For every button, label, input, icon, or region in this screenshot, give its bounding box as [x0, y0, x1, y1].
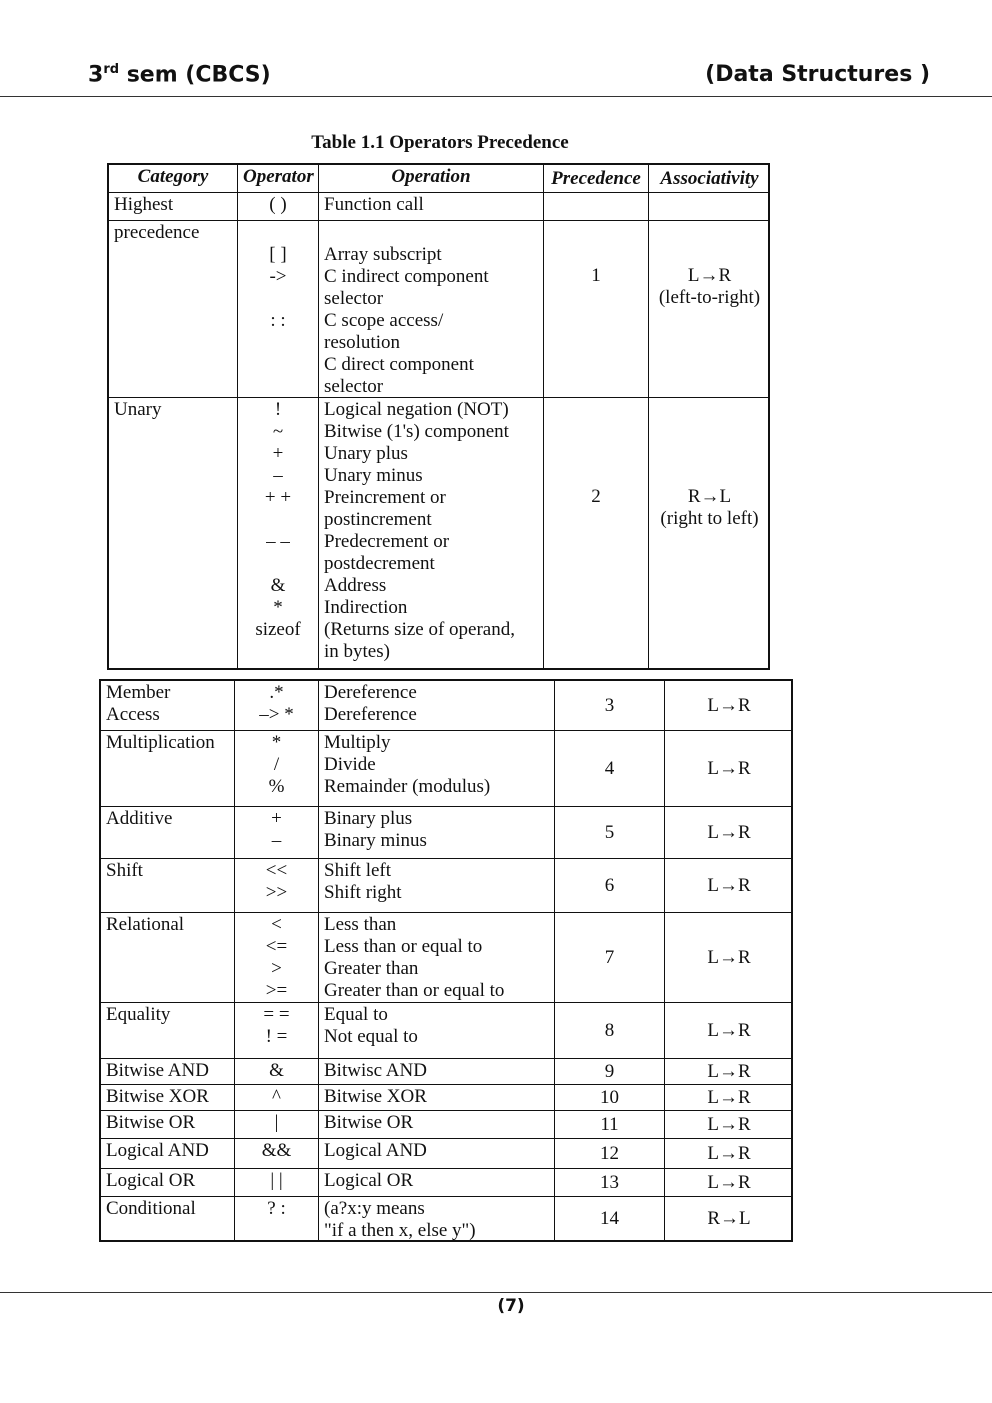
- associativity-cell: L→R: [664, 1085, 793, 1110]
- operator-cell: .* –> *: [234, 681, 318, 730]
- operator-cell: &: [234, 1059, 318, 1084]
- precedence-cell: 10: [554, 1085, 664, 1110]
- category-cell: Relational: [106, 914, 185, 935]
- associativity-cell: L→R: [664, 859, 793, 912]
- table-row: [101, 913, 791, 1003]
- precedence-cell: 13: [554, 1169, 664, 1196]
- table-row: [101, 1085, 791, 1111]
- precedence-cell: 4: [554, 731, 664, 806]
- header-subject: (Data Structures ): [705, 62, 930, 87]
- associativity-cell: L→R: [664, 1111, 793, 1138]
- category-cell: Logical AND: [106, 1140, 209, 1161]
- operator-cell: &&: [234, 1139, 318, 1168]
- table-row: [101, 1059, 791, 1085]
- associativity-cell: L→R: [664, 1003, 793, 1058]
- column-header-operator: Operator: [237, 165, 318, 192]
- table-row: [109, 193, 768, 221]
- operation-cell: Shift left Shift right: [318, 859, 554, 912]
- operator-cell: ! ~ + – + + – – & * sizeof: [237, 398, 318, 670]
- operation-cell: Bitwise XOR: [318, 1085, 554, 1110]
- associativity-cell: L→R (left-to-right): [648, 221, 770, 397]
- operator-cell: << >>: [234, 859, 318, 912]
- precedence-cell: 3: [554, 681, 664, 730]
- operation-cell: Array subscript C indirect component selector C scope access/ resolution C direct component selector: [318, 221, 543, 397]
- operation-cell: Bitwise OR: [318, 1111, 554, 1138]
- category-cell: Equality: [106, 1004, 171, 1025]
- associativity-cell: L→R: [664, 681, 793, 730]
- operator-cell: | |: [234, 1169, 318, 1196]
- operator-cell: ( ): [237, 193, 318, 220]
- operator-cell: ^: [234, 1085, 318, 1110]
- operator-cell: |: [234, 1111, 318, 1138]
- associativity-cell: L→R: [664, 731, 793, 806]
- associativity-cell: L→R: [664, 913, 793, 1002]
- operation-cell: Multiply Divide Remainder (modulus): [318, 731, 554, 806]
- operator-cell: < <= > >=: [234, 913, 318, 1002]
- associativity-cell: L→R: [664, 807, 793, 858]
- precedence-cell: 6: [554, 859, 664, 912]
- precedence-cell: 9: [554, 1059, 664, 1084]
- precedence-table-part-1: [107, 163, 770, 670]
- precedence-cell: 12: [554, 1139, 664, 1168]
- table-row: [101, 1139, 791, 1169]
- operator-cell: * / %: [234, 731, 318, 806]
- operation-cell: Function call: [318, 193, 543, 220]
- table-row: [109, 221, 768, 398]
- operation-cell: (a?x:y means "if a then x, else y"): [318, 1197, 554, 1241]
- table-row: [101, 1197, 791, 1241]
- category-cell: Logical OR: [106, 1170, 196, 1191]
- precedence-cell: 8: [554, 1003, 664, 1058]
- header-sem-number: 3: [88, 62, 104, 88]
- category-cell: Member Access: [106, 682, 171, 725]
- category-cell: Multiplication: [106, 732, 215, 753]
- table-row: [101, 1003, 791, 1059]
- category-cell: Conditional: [106, 1198, 196, 1219]
- operator-cell: + –: [234, 807, 318, 858]
- operation-cell: Dereference Dereference: [318, 681, 554, 730]
- category-cell: Highest: [114, 194, 174, 215]
- header-rule: [0, 96, 992, 97]
- operation-cell: Logical negation (NOT) Bitwise (1's) component Unary plus Unary minus Preincrement or postincrement Predecrement or postdecrement Address Indirection (Returns size of operand, in bytes): [318, 398, 543, 670]
- table-row: [101, 807, 791, 859]
- precedence-cell: 11: [554, 1111, 664, 1138]
- table-row: [101, 1169, 791, 1197]
- associativity-cell: L→R: [664, 1139, 793, 1168]
- column-header-precedence: Precedence: [543, 165, 648, 192]
- operator-cell: = = ! =: [234, 1003, 318, 1058]
- table-row: [101, 859, 791, 913]
- table-row: [101, 731, 791, 807]
- column-header-operation: Operation: [318, 165, 543, 192]
- associativity-cell: [648, 193, 770, 220]
- table-header-row: [109, 165, 768, 193]
- associativity-cell: L→R: [664, 1059, 793, 1084]
- operator-cell: [ ] -> : :: [237, 221, 318, 397]
- footer-rule: [0, 1292, 992, 1293]
- category-cell: Additive: [106, 808, 173, 829]
- operation-cell: Bitwisc AND: [318, 1059, 554, 1084]
- header-course: [88, 62, 271, 87]
- operator-cell: ? :: [234, 1197, 318, 1241]
- category-cell: precedence: [114, 222, 200, 243]
- category-cell: Bitwise OR: [106, 1112, 196, 1133]
- associativity-cell: R→L (right to left): [648, 398, 770, 670]
- precedence-cell: 1: [543, 221, 648, 397]
- precedence-cell: [543, 193, 648, 220]
- category-cell: Bitwise AND: [106, 1060, 209, 1081]
- precedence-cell: 5: [554, 807, 664, 858]
- precedence-cell: 7: [554, 913, 664, 1002]
- associativity-cell: L→R: [664, 1169, 793, 1196]
- precedence-cell: 2: [543, 398, 648, 670]
- associativity-cell: R→L: [664, 1197, 793, 1241]
- category-cell: Unary: [114, 399, 162, 420]
- column-header-category: Category: [137, 166, 209, 187]
- table-row: [101, 1111, 791, 1139]
- column-header-associativity: Associativity: [648, 165, 770, 192]
- precedence-cell: 14: [554, 1197, 664, 1241]
- operation-cell: Logical OR: [318, 1169, 554, 1196]
- category-cell: Bitwise XOR: [106, 1086, 209, 1107]
- category-cell: Shift: [106, 860, 143, 881]
- table-row: [109, 398, 768, 670]
- table-row: [101, 681, 791, 731]
- page-number: (7): [497, 1296, 525, 1316]
- operation-cell: Logical AND: [318, 1139, 554, 1168]
- operation-cell: Less than Less than or equal to Greater than Greater than or equal to: [318, 913, 554, 1002]
- operation-cell: Equal to Not equal to: [318, 1003, 554, 1058]
- table-caption: Table 1.1 Operators Precedence: [311, 132, 569, 153]
- header-sem-text: sem (CBCS): [119, 62, 271, 88]
- operation-cell: Binary plus Binary minus: [318, 807, 554, 858]
- header-sem-sup: rd: [103, 62, 120, 77]
- precedence-table-part-2: [99, 679, 793, 1242]
